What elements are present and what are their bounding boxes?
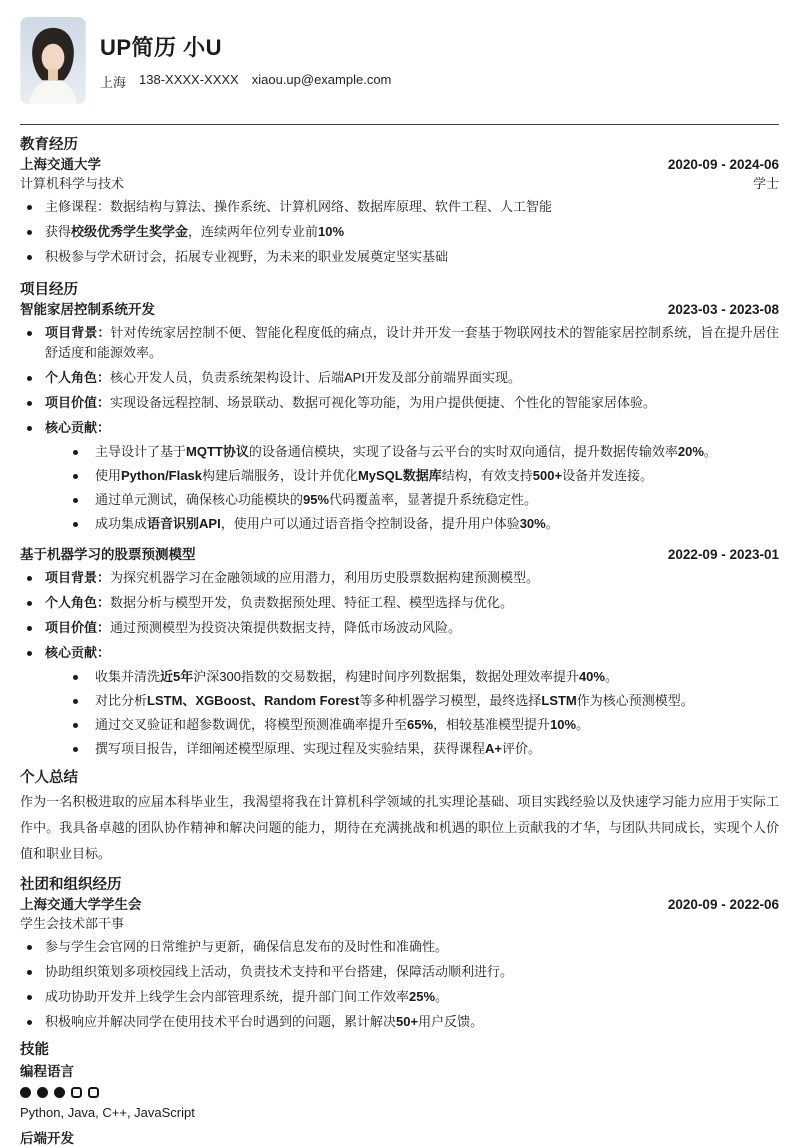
bullet-text: 项目价值：实现设备远程控制、场景联动、数据可视化等功能，为用户提供便捷、个性化的智能家居体验。 — [45, 395, 657, 410]
list-item — [20, 197, 779, 217]
section-projects — [20, 281, 779, 759]
skills-section-title: 技能 — [20, 1042, 49, 1058]
contact-location: 上海 — [100, 75, 127, 90]
project-date: 2023-03 - 2023-08 — [667, 302, 779, 317]
education-date: 2020-09 - 2024-06 — [667, 157, 779, 172]
list-item — [20, 418, 779, 534]
candidate-name: UP简历 小U — [100, 35, 223, 60]
list-item — [45, 691, 779, 711]
bullet-text: 积极参与学术研讨会，拓展专业视野，为未来的职业发展奠定坚实基础 — [45, 249, 449, 264]
list-item — [45, 715, 779, 735]
organization-role: 学生会技术部干事 — [20, 916, 125, 931]
bullet-text: 核心贡献： — [45, 420, 111, 435]
skill-dot-filled — [54, 1087, 65, 1098]
project-item — [20, 301, 779, 534]
bullet-text: 使用Python/Flask构建后端服务，设计并优化MySQL数据库结构，有效支持500+设备并发连接。 — [95, 468, 654, 483]
projects-section-title: 项目经历 — [20, 282, 78, 298]
organization-bullet-list — [20, 937, 779, 1032]
list-item — [20, 393, 779, 413]
project-item-header — [20, 301, 779, 318]
bullet-text: 核心贡献： — [45, 645, 111, 660]
bullet-text: 项目背景：为探究机器学习在金融领域的应用潜力，利用历史股票数据构建预测模型。 — [45, 570, 540, 585]
project-date: 2022-09 - 2023-01 — [667, 547, 779, 562]
contact-phone: 138-XXXX-XXXX — [139, 72, 239, 87]
bullet-text: 成功集成语音识别API，使用户可以通过语音指令控制设备，提升用户体验30%。 — [95, 516, 559, 531]
contact-line — [100, 72, 391, 91]
header-info — [100, 17, 391, 91]
section-summary — [20, 769, 779, 867]
bullet-text: 协助组织策划多项校园线上活动，负责技术支持和平台搭建，保障活动顺利进行。 — [45, 964, 514, 979]
list-item — [45, 490, 779, 510]
education-major: 计算机科学与技术 — [20, 176, 125, 191]
project-sub-bullet-list — [45, 667, 779, 759]
skill-dot-filled — [37, 1087, 48, 1098]
project-name: 基于机器学习的股票预测模型 — [20, 547, 196, 562]
education-degree: 学士 — [752, 176, 779, 191]
skill-items: Python, Java, C++, JavaScript — [20, 1105, 195, 1120]
section-education — [20, 136, 779, 267]
skill-group — [20, 1063, 779, 1121]
bullet-text: 参与学生会官网的日常维护与更新，确保信息发布的及时性和准确性。 — [45, 939, 449, 954]
skill-group — [20, 1130, 779, 1147]
organization-item-header — [20, 896, 779, 913]
education-item-subheader — [20, 176, 779, 192]
organization-role-row — [20, 916, 779, 932]
skill-dot-empty — [88, 1087, 99, 1098]
bullet-text: 主修课程：数据结构与算法、操作系统、计算机网络、数据库原理、软件工程、人工智能 — [45, 199, 553, 214]
summary-section-title: 个人总结 — [20, 770, 78, 786]
section-organizations — [20, 876, 779, 1032]
education-item-header — [20, 156, 779, 173]
contact-email: xiaou.up@example.com — [251, 72, 392, 87]
list-item — [45, 466, 779, 486]
education-bullet-list — [20, 197, 779, 267]
list-item — [20, 1012, 779, 1032]
bullet-text: 撰写项目报告，详细阐述模型原理、实现过程及实验结果，获得课程A+评价。 — [95, 741, 542, 756]
project-item-header — [20, 546, 779, 563]
summary-text: 作为一名积极进取的应届本科毕业生，我渴望将我在计算机科学领域的扎实理论基础、项目实践经验以及快速学习能力应用于实际工作中。我具备卓越的团队协作精神和解决问题的能力，期待在充满挑战和机遇的职位上贡献我的才华，与团队共同成长，实现个人价值和职业目标。 — [20, 794, 779, 861]
project-item — [20, 546, 779, 759]
organization-name: 上海交通大学学生会 — [20, 897, 142, 912]
skill-dot-filled — [20, 1087, 31, 1098]
resume-header — [20, 17, 779, 104]
skill-group-name: 后端开发 — [20, 1131, 74, 1146]
bullet-text: 积极响应并解决同学在使用技术平台时遇到的问题，累计解决50+用户反馈。 — [45, 1014, 484, 1029]
bullet-text: 个人角色：核心开发人员，负责系统架构设计、后端API开发及部分前端界面实现。 — [45, 370, 521, 385]
project-bullet-list — [20, 568, 779, 759]
bullet-text: 主导设计了基于MQTT协议的设备通信模块，实现了设备与云平台的实时双向通信，提升数据传输效率20%。 — [95, 444, 717, 459]
project-name: 智能家居控制系统开发 — [20, 302, 155, 317]
bullet-text: 获得校级优秀学生奖学金，连续两年位列专业前10% — [45, 224, 345, 239]
skill-level-dots — [20, 1087, 779, 1098]
bullet-text: 成功协助开发并上线学生会内部管理系统，提升部门间工作效率25%。 — [45, 989, 449, 1004]
organization-date: 2020-09 - 2022-06 — [667, 897, 779, 912]
profile-photo — [20, 17, 86, 104]
list-item — [45, 739, 779, 759]
list-item — [45, 667, 779, 687]
list-item — [20, 962, 779, 982]
list-item — [20, 643, 779, 759]
education-section-title: 教育经历 — [20, 137, 78, 153]
list-item — [45, 514, 779, 534]
skill-group-name: 编程语言 — [20, 1064, 74, 1079]
list-item — [20, 323, 779, 363]
bullet-text: 通过单元测试，确保核心功能模块的95%代码覆盖率，显著提升系统稳定性。 — [95, 492, 538, 507]
section-skills — [20, 1041, 779, 1147]
list-item — [20, 222, 779, 242]
project-sub-bullet-list — [45, 442, 779, 534]
bullet-text: 对比分析LSTM、XGBoost、Random Forest等多种机器学习模型，最终选择LSTM作为核心预测模型。 — [95, 693, 694, 708]
school-name: 上海交通大学 — [20, 157, 101, 172]
list-item — [20, 618, 779, 638]
project-bullet-list — [20, 323, 779, 534]
portrait-illustration — [20, 17, 86, 104]
bullet-text: 个人角色：数据分析与模型开发，负责数据预处理、特征工程、模型选择与优化。 — [45, 595, 514, 610]
list-item — [20, 593, 779, 613]
skill-dot-empty — [71, 1087, 82, 1098]
bullet-text: 项目背景：针对传统家居控制不便、智能化程度低的痛点，设计并开发一套基于物联网技术的智能家居控制系统，旨在提升居住舒适度和能源效率。 — [45, 325, 779, 360]
list-item — [20, 937, 779, 957]
header-divider — [20, 124, 779, 125]
list-item — [20, 247, 779, 267]
bullet-text: 通过交叉验证和超参数调优，将模型预测准确率提升至65%，相较基准模型提升10%。 — [95, 717, 590, 732]
list-item — [20, 987, 779, 1007]
organizations-section-title: 社团和组织经历 — [20, 877, 122, 893]
bullet-text: 项目价值：通过预测模型为投资决策提供数据支持，降低市场波动风险。 — [45, 620, 462, 635]
list-item — [20, 568, 779, 588]
bullet-text: 收集并清洗近5年沪深300指数的交易数据，构建时间序列数据集，数据处理效率提升40%。 — [95, 669, 618, 684]
list-item — [20, 368, 779, 388]
list-item — [45, 442, 779, 462]
